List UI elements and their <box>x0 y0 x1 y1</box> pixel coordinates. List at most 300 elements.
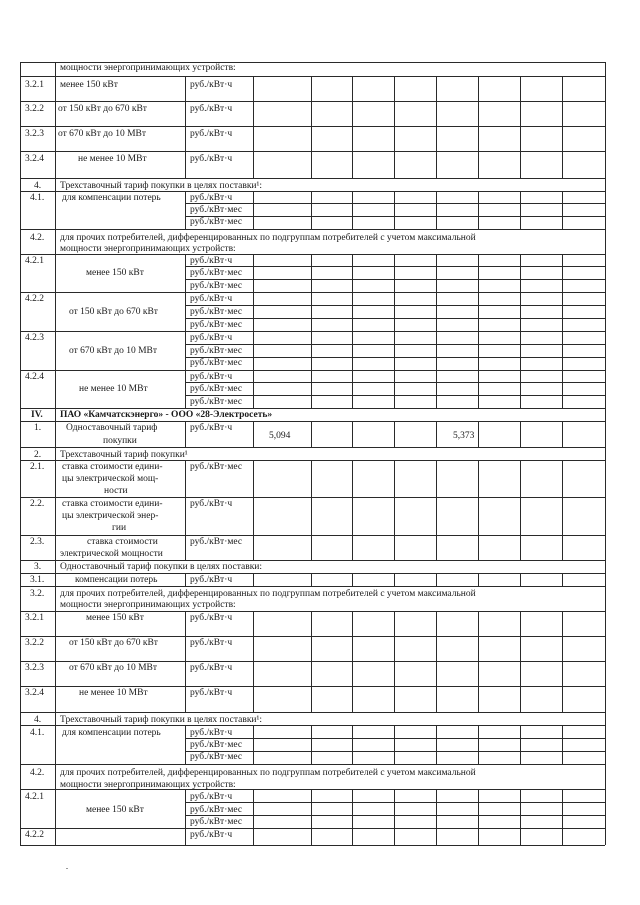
grid-line-v <box>394 331 395 370</box>
row-name-cont: мощности энергопринимающих устройств: <box>60 600 236 610</box>
grid-line-v <box>520 789 521 828</box>
grid-line-v <box>605 636 606 661</box>
grid-line-h <box>20 845 605 846</box>
grid-line-v <box>55 331 56 370</box>
row-number: 3.2.3 <box>25 663 44 673</box>
row-name-cont: покупки <box>103 436 137 446</box>
grid-line-h <box>20 421 605 422</box>
grid-line-v <box>520 573 521 586</box>
grid-line-v <box>311 497 312 535</box>
grid-line-v <box>185 828 186 845</box>
row-unit: руб./кВт·мес <box>190 205 243 215</box>
grid-line-v <box>253 789 254 828</box>
grid-line-v <box>185 789 186 828</box>
row-unit: руб./кВт·ч <box>190 638 233 648</box>
grid-line-v <box>55 254 56 292</box>
grid-line-v <box>55 447 56 460</box>
grid-line-v <box>478 686 479 712</box>
row-number: 3.2.1 <box>25 80 44 90</box>
grid-line-v <box>436 76 437 101</box>
grid-line-v <box>436 421 437 447</box>
grid-line-v <box>436 725 437 764</box>
grid-line-v <box>253 292 254 331</box>
section-number: IV. <box>31 410 43 420</box>
grid-line-v <box>185 126 186 151</box>
grid-line-v <box>478 725 479 764</box>
grid-line-v <box>311 331 312 370</box>
grid-line-v <box>520 191 521 229</box>
grid-line-v <box>352 686 353 712</box>
grid-line-v <box>478 331 479 370</box>
grid-line-v <box>253 636 254 661</box>
grid-line-v <box>55 370 56 408</box>
grid-line-v <box>478 76 479 101</box>
grid-line-v <box>436 101 437 126</box>
row-number: 4.2.4 <box>25 372 44 382</box>
grid-line-v <box>55 573 56 586</box>
grid-line-v <box>520 497 521 535</box>
grid-line-v <box>185 101 186 126</box>
grid-line-v <box>352 126 353 151</box>
grid-line-v <box>253 331 254 370</box>
grid-line-v <box>605 611 606 636</box>
grid-line-h <box>20 573 605 574</box>
grid-line-h <box>20 178 605 179</box>
grid-line-v <box>394 421 395 447</box>
row-unit: руб./кВт·мес <box>190 346 243 356</box>
grid-line-h <box>185 266 605 267</box>
grid-line-v <box>605 828 606 845</box>
grid-line-v <box>394 828 395 845</box>
grid-line-v <box>394 725 395 764</box>
grid-line-h <box>20 76 605 77</box>
grid-line-v <box>185 254 186 292</box>
row-number: 2.3. <box>30 537 45 547</box>
grid-line-v <box>562 725 563 764</box>
grid-line-v <box>253 828 254 845</box>
grid-line-v <box>605 292 606 331</box>
grid-line-v <box>185 460 186 497</box>
grid-line-v <box>478 421 479 447</box>
row-unit: руб./кВт·мес <box>190 805 243 815</box>
grid-line-v <box>562 460 563 497</box>
grid-line-v <box>311 460 312 497</box>
grid-line-v <box>520 254 521 292</box>
grid-line-v <box>605 789 606 828</box>
row-unit: руб./кВт·ч <box>190 333 233 343</box>
row-number: 3.2. <box>30 589 45 599</box>
grid-line-v <box>562 370 563 408</box>
grid-line-h <box>20 126 605 127</box>
grid-line-h <box>20 586 605 587</box>
row-unit: руб./кВт·мес <box>190 268 243 278</box>
grid-line-v <box>436 331 437 370</box>
grid-line-v <box>311 254 312 292</box>
grid-line-h <box>20 636 605 637</box>
grid-line-v <box>478 370 479 408</box>
grid-line-v <box>394 126 395 151</box>
grid-line-v <box>55 725 56 764</box>
grid-line-v <box>478 101 479 126</box>
grid-line-v <box>520 636 521 661</box>
grid-line-v <box>253 573 254 586</box>
grid-line-v <box>55 535 56 560</box>
grid-line-h <box>20 151 605 152</box>
grid-line-v <box>520 370 521 408</box>
grid-line-v <box>253 460 254 497</box>
row-number: 3.2.1 <box>25 613 44 623</box>
grid-line-v <box>436 535 437 560</box>
grid-line-v <box>185 497 186 535</box>
grid-line-v <box>436 573 437 586</box>
grid-line-v <box>605 254 606 292</box>
grid-line-v <box>55 789 56 828</box>
grid-line-v <box>352 636 353 661</box>
row-name: от 150 кВт до 670 кВт <box>69 307 158 317</box>
grid-line-h <box>185 382 605 383</box>
row-name: Трехставочный тариф покупки в целях поставки¹: <box>60 181 263 191</box>
grid-line-h <box>185 216 605 217</box>
grid-line-v <box>55 560 56 573</box>
grid-line-v <box>478 126 479 151</box>
grid-line-v <box>352 661 353 686</box>
grid-line-h <box>20 331 605 332</box>
grid-line-v <box>185 661 186 686</box>
grid-line-v <box>562 611 563 636</box>
row-number: 4.2. <box>30 768 45 778</box>
grid-line-v <box>394 661 395 686</box>
scan-speck <box>66 868 68 869</box>
grid-line-h <box>185 738 605 739</box>
grid-line-v <box>253 421 254 447</box>
row-number: 4. <box>34 715 42 725</box>
row-name: Одноставочный тариф <box>66 423 158 433</box>
row-unit: руб./кВт·ч <box>190 728 233 738</box>
grid-line-v <box>436 661 437 686</box>
grid-line-v <box>352 421 353 447</box>
grid-line-v <box>562 497 563 535</box>
grid-line-h <box>20 101 605 102</box>
row-name-cont: гии <box>112 523 127 533</box>
row-name-cont: мощности энергопринимающих устройств: <box>60 780 236 790</box>
grid-line-v <box>605 76 606 101</box>
grid-line-v <box>520 661 521 686</box>
grid-line-v <box>311 151 312 178</box>
row-unit: руб./кВт·ч <box>190 80 233 90</box>
row-name: ставка стоимости едини- <box>62 499 163 509</box>
grid-line-v <box>311 611 312 636</box>
row-unit: руб./кВт·ч <box>190 104 233 114</box>
row-unit: руб./кВт·ч <box>190 663 233 673</box>
grid-line-v <box>562 126 563 151</box>
grid-line-v <box>253 497 254 535</box>
row-number: 2. <box>34 450 42 460</box>
grid-line-v <box>562 151 563 178</box>
grid-line-v <box>394 686 395 712</box>
grid-line-v <box>352 460 353 497</box>
row-number: 4.1. <box>30 193 45 203</box>
grid-line-v <box>253 76 254 101</box>
grid-line-v <box>562 686 563 712</box>
grid-line-v <box>478 254 479 292</box>
grid-line-v <box>185 76 186 101</box>
row-name: ставка стоимости едини- <box>62 462 163 472</box>
grid-line-v <box>55 764 56 789</box>
grid-line-v <box>436 460 437 497</box>
row-unit: руб./кВт·мес <box>190 397 243 407</box>
grid-line-h <box>20 497 605 498</box>
grid-line-v <box>520 828 521 845</box>
grid-line-h <box>185 802 605 803</box>
grid-line-v <box>253 535 254 560</box>
grid-line-v <box>562 661 563 686</box>
grid-line-v <box>478 191 479 229</box>
grid-line-v <box>436 636 437 661</box>
grid-line-v <box>605 101 606 126</box>
row-unit: руб./кВт·ч <box>190 613 233 623</box>
grid-line-v <box>55 686 56 712</box>
grid-line-v <box>55 151 56 178</box>
grid-line-v <box>436 497 437 535</box>
grid-line-v <box>253 126 254 151</box>
grid-line-v <box>311 126 312 151</box>
grid-line-v <box>311 76 312 101</box>
row-name: ставка стоимости <box>87 537 158 547</box>
grid-line-v <box>253 661 254 686</box>
grid-line-v <box>562 535 563 560</box>
grid-line-v <box>253 191 254 229</box>
grid-line-v <box>352 254 353 292</box>
grid-line-h <box>20 611 605 612</box>
row-name: для компенсации потерь <box>62 728 161 738</box>
row-unit: руб./кВт·ч <box>190 830 233 840</box>
grid-line-v <box>311 725 312 764</box>
grid-line-v <box>253 101 254 126</box>
grid-line-h <box>185 815 605 816</box>
grid-line-v <box>55 421 56 447</box>
row-unit: руб./кВт·ч <box>190 256 233 266</box>
row-number: 4. <box>34 181 42 191</box>
row-unit: руб./кВт·мес <box>190 462 243 472</box>
grid-line-v <box>55 408 56 421</box>
grid-line-v <box>55 292 56 331</box>
row-name-cont: ности <box>104 486 128 496</box>
grid-line-v <box>311 370 312 408</box>
grid-line-v <box>562 421 563 447</box>
grid-line-v <box>352 789 353 828</box>
grid-line-v <box>311 535 312 560</box>
grid-line-v <box>185 331 186 370</box>
row-unit: руб./кВт·ч <box>190 688 233 698</box>
row-name: компенсации потерь <box>75 575 158 585</box>
row-unit: руб./кВт·мес <box>190 320 243 330</box>
grid-line-v <box>20 62 21 845</box>
grid-line-v <box>55 586 56 611</box>
grid-line-v <box>352 151 353 178</box>
row-name-cont: электрической мощности <box>60 549 163 559</box>
grid-line-h <box>185 751 605 752</box>
grid-line-v <box>352 292 353 331</box>
grid-line-v <box>394 636 395 661</box>
grid-line-h <box>20 661 605 662</box>
grid-line-v <box>311 573 312 586</box>
grid-line-h <box>185 395 605 396</box>
row-number: 3.2.4 <box>25 154 44 164</box>
grid-line-v <box>478 497 479 535</box>
row-number: 4.2.2 <box>25 294 44 304</box>
grid-line-v <box>185 611 186 636</box>
grid-line-v <box>352 331 353 370</box>
grid-line-h <box>20 535 605 536</box>
row-unit: руб./кВт·мес <box>190 358 243 368</box>
grid-line-v <box>562 191 563 229</box>
grid-line-h <box>20 370 605 371</box>
grid-line-v <box>55 497 56 535</box>
row-name: для прочих потребителей, дифференцированных по подгруппам потребителей с учетом максимальной <box>60 768 476 778</box>
grid-line-v <box>520 331 521 370</box>
row-name-cont: цы электрической мощ- <box>62 474 159 484</box>
grid-line-v <box>436 191 437 229</box>
grid-line-v <box>562 331 563 370</box>
grid-line-v <box>562 828 563 845</box>
row-name: не менее 10 МВт <box>78 154 147 164</box>
grid-line-v <box>352 828 353 845</box>
grid-line-v <box>605 331 606 370</box>
grid-line-h <box>185 357 605 358</box>
grid-line-v <box>352 725 353 764</box>
grid-line-v <box>520 535 521 560</box>
grid-line-v <box>394 573 395 586</box>
grid-line-v <box>478 661 479 686</box>
row-name-cont: мощности энергопринимающих устройств: <box>60 244 236 254</box>
row-name: от 670 кВт до 10 МВт <box>69 663 158 673</box>
row-number: 4.2.1 <box>25 256 44 266</box>
grid-line-v <box>605 661 606 686</box>
grid-line-v <box>605 460 606 497</box>
grid-line-v <box>605 421 606 447</box>
grid-line-h <box>185 318 605 319</box>
grid-line-v <box>520 611 521 636</box>
row-number: 2.2. <box>30 499 45 509</box>
grid-line-v <box>478 460 479 497</box>
grid-line-v <box>55 76 56 101</box>
grid-line-v <box>253 725 254 764</box>
grid-line-v <box>55 636 56 661</box>
grid-line-h <box>185 344 605 345</box>
grid-line-v <box>253 686 254 712</box>
grid-line-v <box>436 828 437 845</box>
grid-line-v <box>394 535 395 560</box>
grid-line-v <box>478 535 479 560</box>
tariff-value-2: 5,373 <box>453 431 475 441</box>
grid-line-v <box>562 76 563 101</box>
row-number: 3.2.2 <box>25 638 44 648</box>
grid-line-v <box>55 460 56 497</box>
row-name: не менее 10 МВт <box>79 384 148 394</box>
grid-line-v <box>562 573 563 586</box>
row-name: от 150 кВт до 670 кВт <box>69 638 158 648</box>
grid-line-h <box>185 279 605 280</box>
row-unit: руб./кВт·ч <box>190 792 233 802</box>
grid-line-v <box>55 126 56 151</box>
grid-line-v <box>185 191 186 229</box>
grid-line-v <box>55 62 56 76</box>
grid-line-v <box>55 178 56 191</box>
grid-line-v <box>394 191 395 229</box>
grid-line-v <box>185 151 186 178</box>
row-unit: руб./кВт·мес <box>190 307 243 317</box>
tariff-value-1: 5,094 <box>269 431 291 441</box>
grid-line-v <box>605 725 606 764</box>
grid-line-v <box>394 292 395 331</box>
row-number: 4.1. <box>30 728 45 738</box>
row-name: менее 150 кВт <box>86 805 144 815</box>
grid-line-h <box>20 686 605 687</box>
grid-line-v <box>436 151 437 178</box>
grid-line-v <box>311 191 312 229</box>
grid-line-v <box>478 611 479 636</box>
grid-line-v <box>436 686 437 712</box>
grid-line-v <box>605 370 606 408</box>
grid-line-v <box>352 573 353 586</box>
row-number: 3.2.2 <box>25 104 44 114</box>
grid-line-v <box>478 151 479 178</box>
grid-line-h <box>20 764 605 765</box>
row-unit: руб./кВт·мес <box>190 537 243 547</box>
grid-line-v <box>55 229 56 254</box>
grid-line-v <box>520 292 521 331</box>
grid-line-v <box>253 611 254 636</box>
grid-line-v <box>478 789 479 828</box>
grid-line-v <box>55 191 56 229</box>
row-name-cont: цы электрической энер- <box>62 511 159 521</box>
row-name: для компенсации потерь <box>62 193 161 203</box>
grid-line-v <box>562 789 563 828</box>
grid-line-v <box>605 535 606 560</box>
row-name: Одноставочный тариф покупки в целях поставки: <box>60 562 263 572</box>
grid-line-v <box>311 789 312 828</box>
row-number: 4.2.2 <box>25 830 44 840</box>
grid-line-v <box>605 191 606 229</box>
grid-line-v <box>478 636 479 661</box>
grid-line-h <box>20 560 605 561</box>
row-unit: руб./кВт·ч <box>190 129 233 139</box>
row-unit: руб./кВт·мес <box>190 281 243 291</box>
grid-line-h <box>20 828 605 829</box>
row-name: менее 150 кВт <box>86 613 144 623</box>
row-number: 4.2. <box>30 233 45 243</box>
row-name: Трехставочный тариф покупки в целях поставки¹: <box>60 715 263 725</box>
row-unit: руб./кВт·ч <box>190 423 233 433</box>
grid-line-v <box>562 101 563 126</box>
grid-line-v <box>478 573 479 586</box>
grid-line-v <box>185 725 186 764</box>
grid-line-v <box>253 151 254 178</box>
grid-line-v <box>520 126 521 151</box>
grid-line-v <box>311 101 312 126</box>
grid-line-v <box>394 460 395 497</box>
row-number: 3.2.3 <box>25 129 44 139</box>
row-number: 4.2.1 <box>25 792 44 802</box>
grid-line-v <box>352 497 353 535</box>
grid-line-v <box>520 101 521 126</box>
grid-line-v <box>394 254 395 292</box>
grid-line-v <box>352 611 353 636</box>
grid-line-v <box>605 573 606 586</box>
grid-line-v <box>394 370 395 408</box>
grid-line-v <box>520 421 521 447</box>
grid-line-v <box>478 828 479 845</box>
